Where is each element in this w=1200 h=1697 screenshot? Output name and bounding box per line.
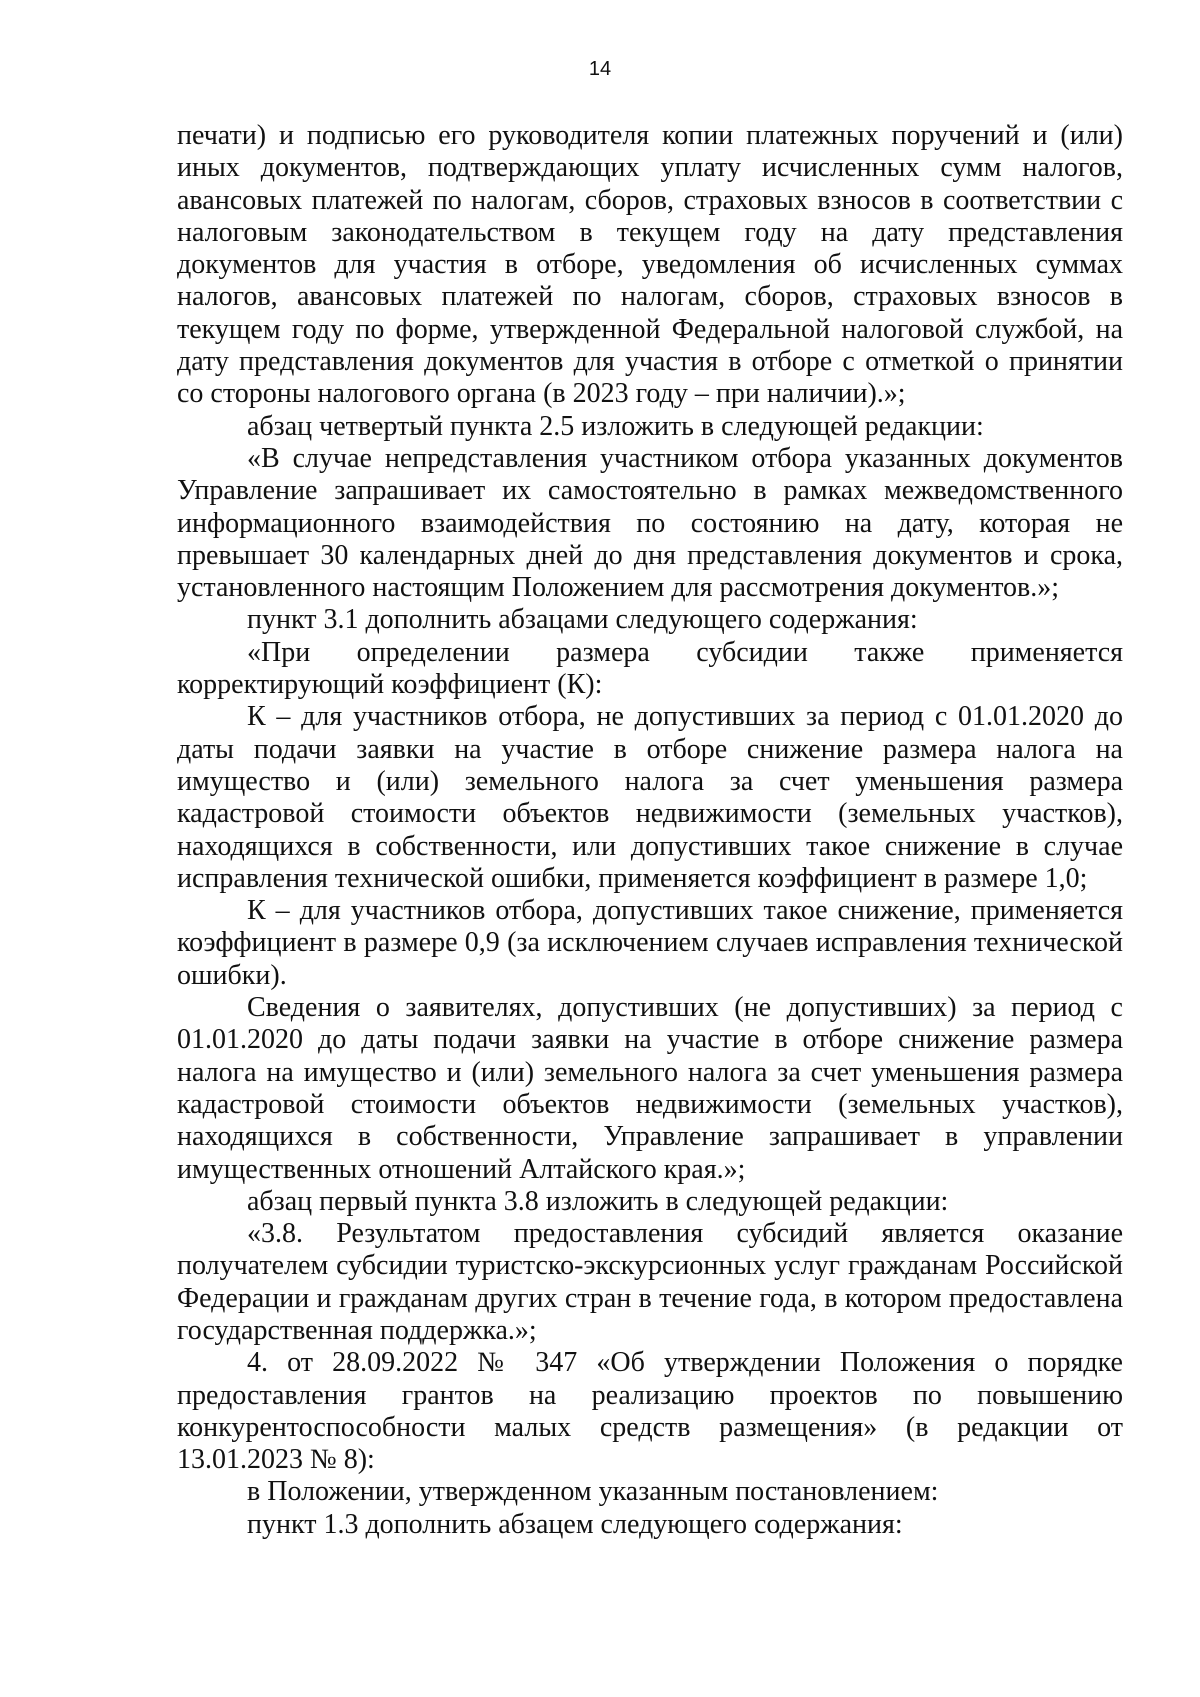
paragraph: абзац первый пункта 3.8 изложить в следующей редакции: <box>247 1185 949 1217</box>
paragraph: «При определении размера субсидии также применяется корректирующий коэффициент (К): <box>177 636 1123 701</box>
paragraph: пункт 3.1 дополнить абзацами следующего содержания: <box>247 604 918 636</box>
paragraph: пункт 1.3 дополнить абзацем следующего содержания: <box>247 1508 903 1540</box>
paragraph: «3.8. Результатом предоставления субсидий является оказание получателем субсидии туристско-экскурсионных услуг гражданам Российской Федерации и гражданам других стран в течение года, в котором предоставлена государственная поддержка.»; <box>177 1218 1123 1346</box>
paragraph: печати) и подписью его руководителя копии платежных поручений и (или) иных документов, подтверждающих уплату исчисленных сумм налогов, авансовых платежей по налогам, сборов, страховых взносов в соответствии с налоговым законодательством в текущем году на дату представления документов для участия в отборе, уведомления об исчисленных суммах налогов, авансовых платежей по налогам, сборов, страховых взносов в текущем году по форме, утвержденной Федеральной налоговой службой, на дату представления документов для участия в отборе с отметкой о принятии со стороны налогового органа (в 2023 году – при наличии).»; <box>177 120 1123 410</box>
page-number: 14 <box>588 58 612 80</box>
paragraph: К – для участников отбора, допустивших такое снижение, применяется коэффициент в размере 0,9 (за исключением случаев исправления технической ошибки). <box>177 895 1123 991</box>
paragraph: К – для участников отбора, не допустивших за период с 01.01.2020 до даты подачи заявки на участие в отборе снижение размера налога на имущество и (или) земельного налога за счет уменьшения размера кадастровой стоимости объектов недвижимости (земельных участков), находящихся в собственности, или допустивших такое снижение в случае исправления технической ошибки, применяется коэффициент в размере 1,0; <box>177 701 1123 894</box>
paragraph: абзац четвертый пункта 2.5 изложить в следующей редакции: <box>247 410 984 442</box>
paragraph: 4. от 28.09.2022 № 347 «Об утверждении Положения о порядке предоставления грантов на реализацию проектов по повышению конкурентоспособности малых средств размещения» (в редакции от 13.01.2023 № 8): <box>177 1347 1123 1476</box>
paragraph: Сведения о заявителях, допустивших (не допустивших) за период с 01.01.2020 до даты подачи заявки на участие в отборе снижение размера налога на имущество и (или) земельного налога за счет уменьшения размера кадастровой стоимости объектов недвижимости (земельных участков), находящихся в собственности, Управление запрашивает в управлении имущественных отношений Алтайского края.»; <box>177 992 1123 1185</box>
document-body <box>177 120 1123 1541</box>
paragraph: «В случае непредставления участником отбора указанных документов Управление запрашивает их самостоятельно в рамках межведомственного информационного взаимодействия по состоянию на дату, которая не превышает 30 календарных дней до дня представления документов и срока, установленного настоящим Положением для рассмотрения документов.»; <box>177 442 1123 604</box>
paragraph: в Положении, утвержденном указанным постановлением: <box>247 1476 939 1508</box>
